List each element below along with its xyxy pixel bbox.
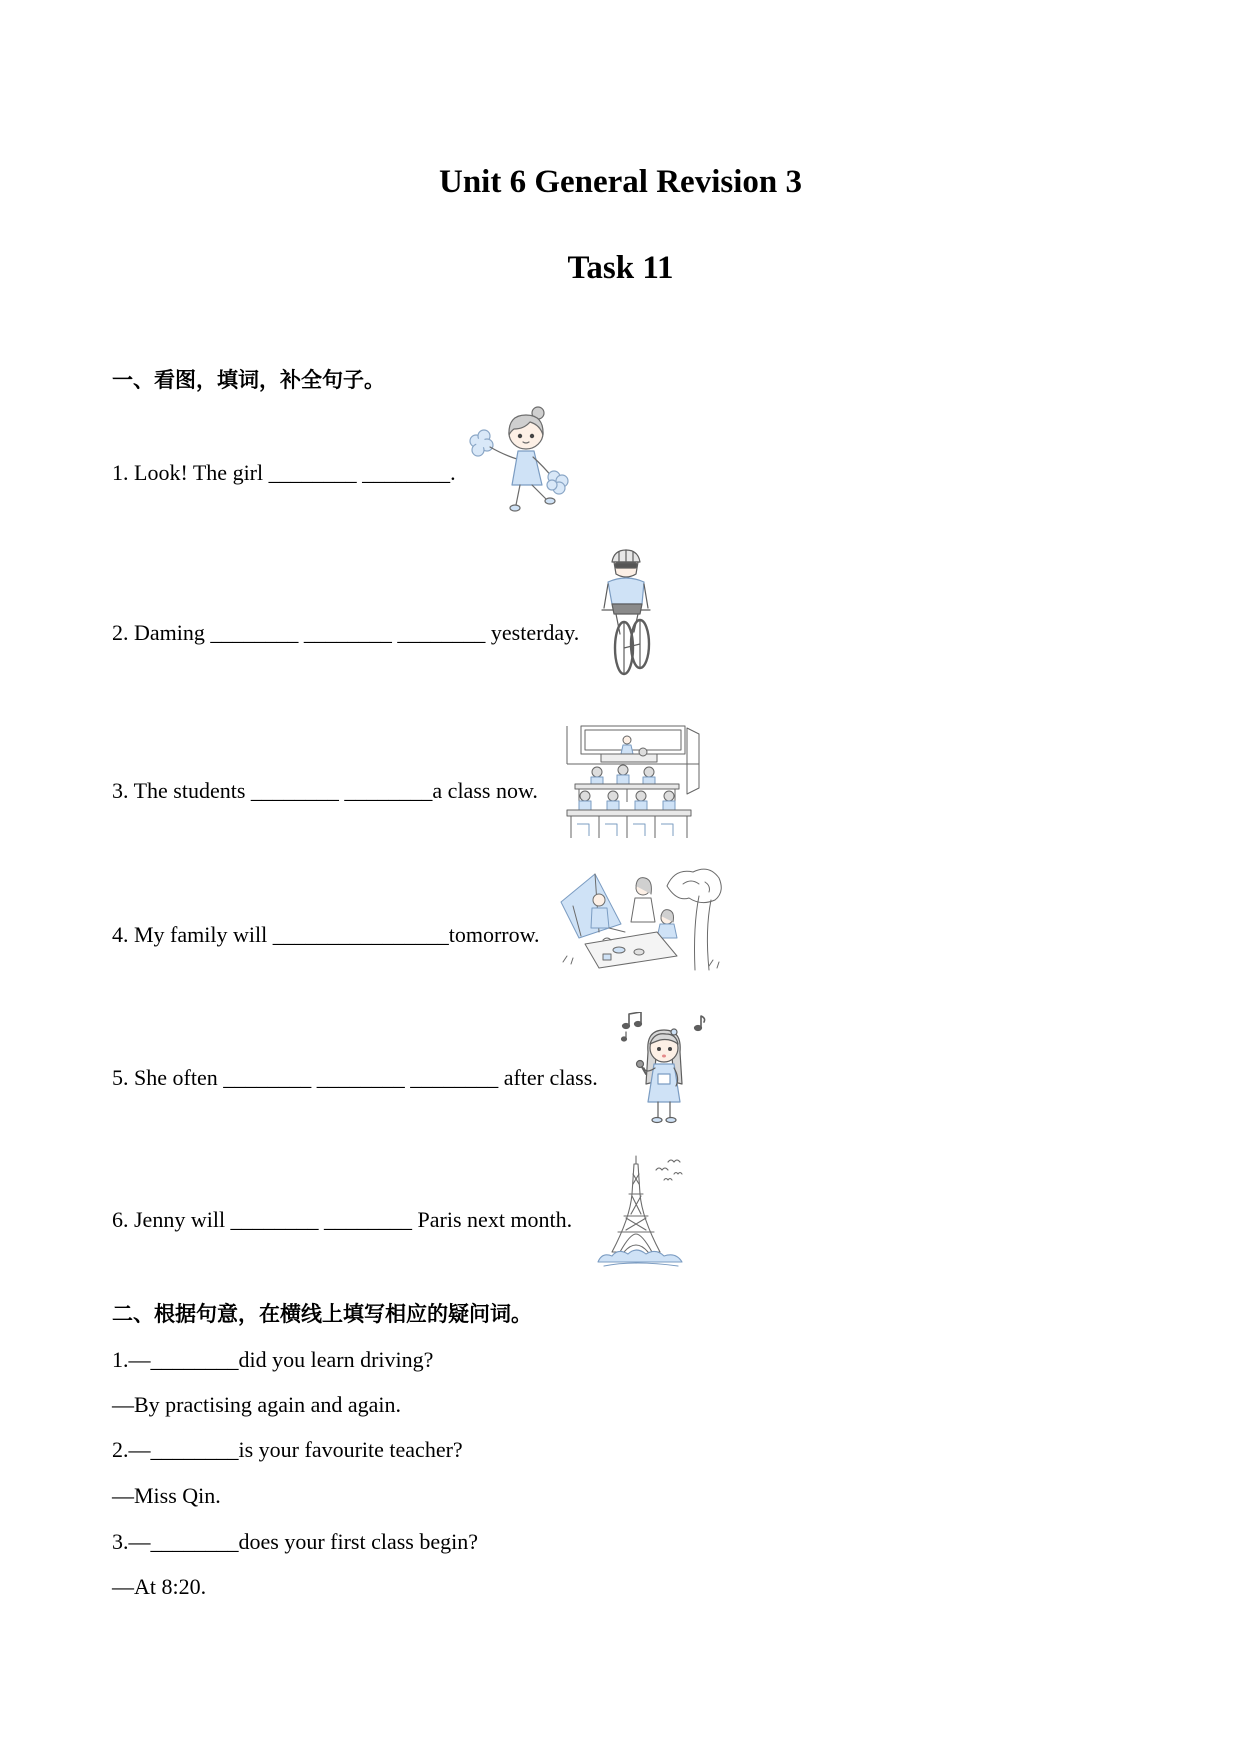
birds-icon bbox=[656, 1160, 682, 1180]
exercise-1-item-6: 6. Jenny will ________ ________ Paris next month. bbox=[112, 1207, 573, 1232]
worksheet-title: Unit 6 General Revision 3 bbox=[439, 164, 802, 200]
cyclist-illustration bbox=[594, 548, 656, 678]
exercise-1-item-2: 2. Daming ________ ________ ________ yesterday. bbox=[112, 620, 580, 645]
cheerleader-girl-illustration bbox=[464, 405, 576, 517]
exercise-1-item-4: 4. My family will ________________tomorrow. bbox=[112, 922, 540, 947]
exercise-2-question-3: 3.—________does your first class begin? bbox=[112, 1529, 478, 1554]
exercise-2-question-2: 2.—________is your favourite teacher? bbox=[112, 1437, 463, 1462]
section-1-heading: 一、看图，填词，补全句子。 bbox=[112, 368, 385, 392]
classroom-illustration bbox=[559, 724, 704, 841]
singing-girl-illustration bbox=[620, 1012, 710, 1127]
eiffel-tower-illustration bbox=[594, 1154, 690, 1270]
exercise-1-item-3: 3. The students ________ ________a class now. bbox=[112, 778, 538, 803]
section-2-heading: 二、根据句意，在横线上填写相应的疑问词。 bbox=[112, 1302, 532, 1326]
exercise-2-question-1: 1.—________did you learn driving? bbox=[112, 1347, 434, 1372]
pom-pom-left bbox=[470, 430, 493, 456]
microphone-icon bbox=[637, 1061, 647, 1075]
exercise-1-item-5: 5. She often ________ ________ ________ after class. bbox=[112, 1065, 598, 1090]
exercise-2-answer-1: —By practising again and again. bbox=[112, 1392, 401, 1417]
exercise-2-answer-3: —At 8:20. bbox=[112, 1574, 207, 1599]
task-title: Task 11 bbox=[567, 250, 674, 286]
exercise-2-answer-2: —Miss Qin. bbox=[112, 1483, 221, 1508]
exercise-1-item-1: 1. Look! The girl ________ ________. bbox=[112, 460, 456, 485]
pom-pom-right bbox=[547, 471, 568, 494]
family-picnic-illustration bbox=[559, 866, 724, 973]
